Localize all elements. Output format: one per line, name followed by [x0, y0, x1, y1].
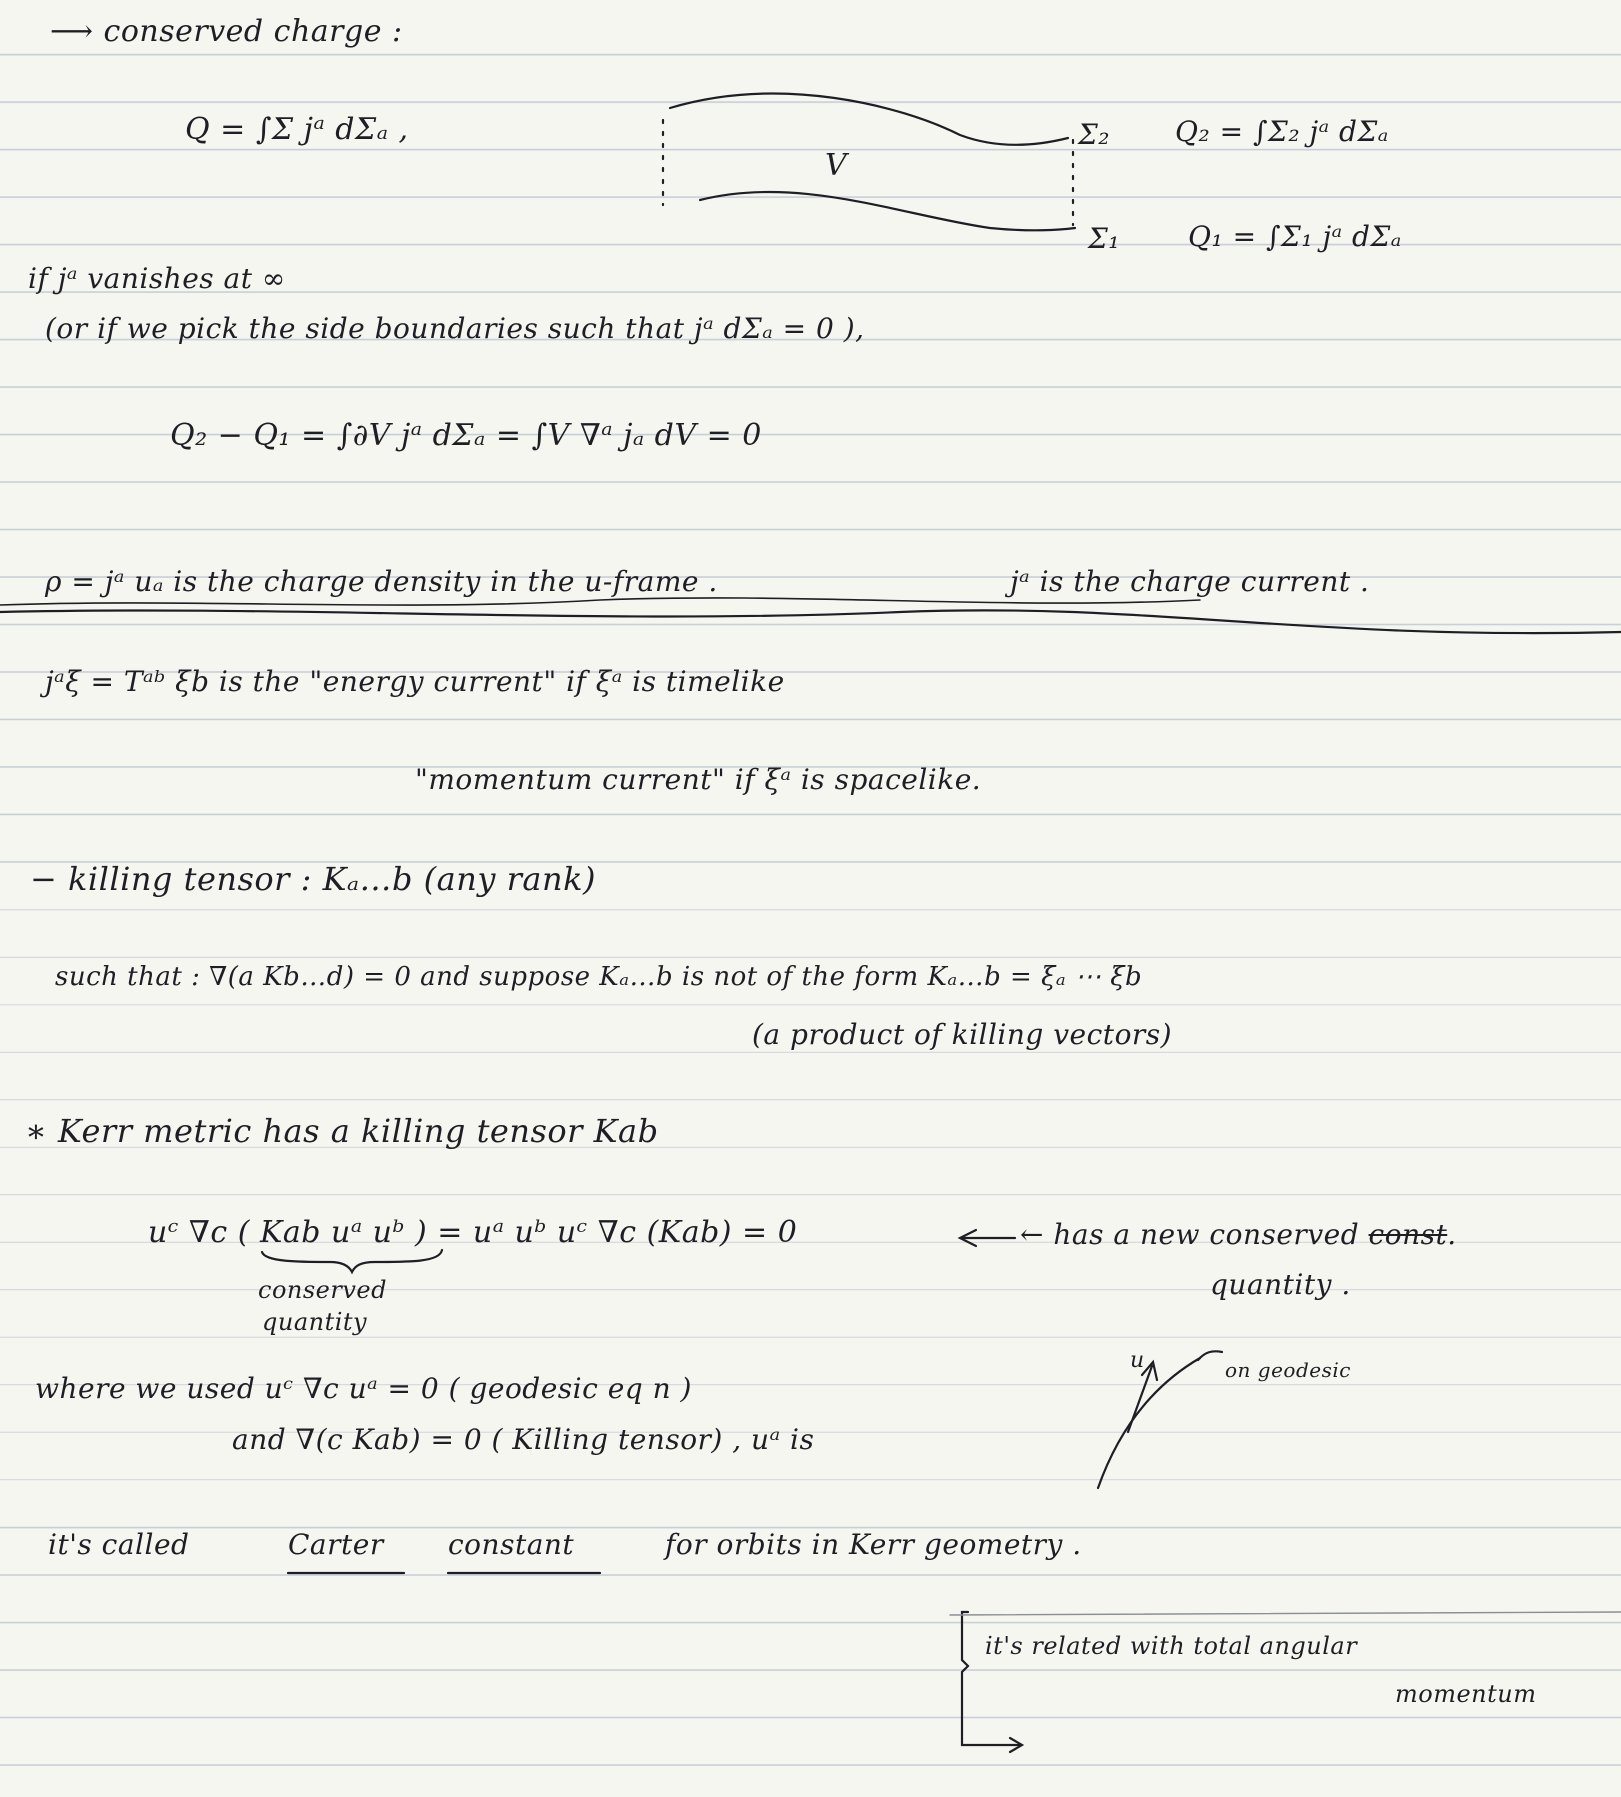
equation-q2: Q₂ = ∫Σ₂ jᵃ dΣₐ [1175, 115, 1389, 148]
related-note: it's related with total angular [985, 1632, 1358, 1660]
quantity-label: quantity [262, 1308, 368, 1336]
arrow-head [960, 1230, 976, 1246]
killing-tensor-heading: − killing tensor : Kₐ…b (any rank) [30, 860, 596, 898]
geodesic-pointer [1198, 1351, 1222, 1360]
vanish-condition: if jᵃ vanishes at ∞ [28, 262, 286, 295]
note-bracket-arrow [1010, 1738, 1022, 1752]
orbits-kerr-geometry: for orbits in Kerr geometry . [665, 1528, 1082, 1561]
charge-density: ρ = jᵃ uₐ is the charge density in the u-frame . [45, 565, 718, 598]
struck-word: const [1368, 1218, 1448, 1251]
geodesic-curve [1098, 1358, 1200, 1488]
geodesic-label: on geodesic [1225, 1358, 1351, 1382]
sigma2-curve [670, 94, 1068, 145]
momentum-current: "momentum current" if ξᵃ is spacelike. [415, 763, 982, 796]
note-top-rule [950, 1612, 1621, 1615]
rho-underline [0, 598, 1200, 605]
equation-q: Q = ∫Σ jᵃ dΣₐ , [185, 112, 409, 147]
energy-current: jᵃξ = Tᵃᵇ ξb is the "energy current" if ξᵃ is timelike [45, 665, 785, 698]
side-boundary-condition: (or if we pick the side boundaries such that jᵃ dΣₐ = 0 ), [45, 312, 865, 345]
momentum-note: momentum [1395, 1680, 1537, 1708]
sigma1-label: Σ₁ [1088, 222, 1121, 255]
geodesic-u-label: u [1130, 1348, 1145, 1373]
kerr-statement: ∗ Kerr metric has a killing tensor Kab [25, 1112, 659, 1150]
where-used: where we used uᶜ ∇c uᵃ = 0 ( geodesic eq n ) [35, 1372, 692, 1405]
separator-line [0, 610, 1621, 633]
figure-v-label: V [825, 148, 848, 183]
equation-q-difference: Q₂ − Q₁ = ∫∂V jᵃ dΣₐ = ∫V ∇ᵃ jₐ dV = 0 [170, 418, 762, 453]
carter-word: Carter [288, 1528, 384, 1561]
equation-q1: Q₁ = ∫Σ₁ jᵃ dΣₐ [1188, 220, 1402, 253]
heading-conserved-charge: ⟶ conserved charge : [50, 14, 403, 49]
underbrace [262, 1250, 442, 1272]
sigma2-label: Σ₂ [1078, 118, 1111, 151]
quantity-right: quantity . [1210, 1268, 1351, 1301]
killing-product-note: (a product of killing vectors) [752, 1018, 1173, 1051]
geodesic-tangent [1128, 1366, 1152, 1432]
its-called: it's called [48, 1528, 190, 1561]
equation-kerr: uᶜ ∇c ( Kab uᵃ uᵇ ) = uᵃ uᵇ uᶜ ∇c (Kab) = 0 [148, 1215, 798, 1250]
charge-current: jᵃ is the charge current . [1010, 565, 1370, 598]
sigma1-curve [700, 192, 1075, 230]
conserved-label: conserved [258, 1276, 387, 1304]
constant-word: constant [448, 1528, 575, 1561]
and-killing-tensor: and ∇(c Kab) = 0 ( Killing tensor) , uᵃ is [232, 1423, 815, 1456]
killing-condition: such that : ∇(a Kb…d) = 0 and suppose Kₐ…b is not of the form Kₐ…b = ξₐ ⋯ ξb [55, 962, 1143, 992]
new-conserved-note: ← has a new conserved const. [1020, 1218, 1457, 1251]
